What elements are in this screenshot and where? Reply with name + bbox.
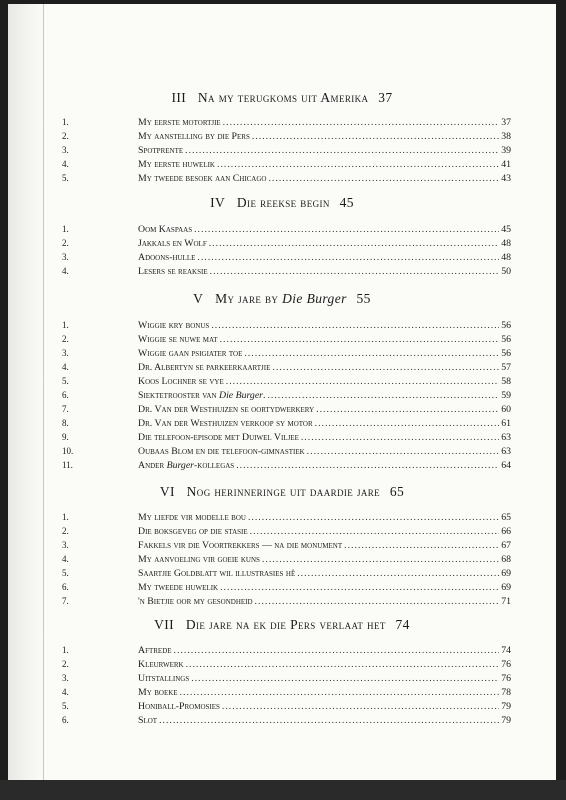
entry-title: Lesers se reaksie (138, 266, 208, 277)
leader-dots (211, 319, 499, 332)
leader-dots (197, 251, 499, 264)
entry-title: My aanstelling by die Pers (138, 131, 250, 142)
toc-entry (62, 686, 511, 699)
entry-page: 56 (501, 334, 511, 345)
entry-title-italic: Die Burger (219, 390, 263, 401)
section-number: III (171, 90, 187, 105)
entry-number: 2. (62, 334, 69, 344)
entry-title-suffix: -kollegas (194, 460, 235, 471)
leader-dots (191, 672, 499, 685)
leader-dots (244, 347, 499, 360)
entry-title-suffix: . (263, 390, 266, 401)
entry-number: 5. (62, 376, 69, 386)
section-page: 65 (389, 484, 405, 499)
entry-number: 7. (62, 596, 69, 606)
toc-entry (62, 417, 511, 430)
leader-dots (159, 714, 499, 727)
entry-title (138, 389, 265, 402)
entry-number: 3. (62, 540, 69, 550)
entry-title: Spotprente (138, 145, 184, 156)
leader-dots (272, 361, 499, 374)
entry-number: 5. (62, 173, 69, 183)
toc-entry (62, 158, 511, 171)
entry-page: 48 (501, 252, 511, 263)
entry-title: My boeke (138, 687, 178, 698)
leader-dots (223, 116, 500, 129)
entry-number: 4. (62, 159, 69, 169)
entry-title-text: Ander (138, 460, 165, 471)
entry-number: 6. (62, 390, 69, 400)
section-page: 37 (378, 90, 393, 105)
entry-title: Slot (138, 715, 158, 726)
entry-page: 59 (501, 390, 511, 401)
leader-dots (315, 417, 500, 430)
entry-title: Wiggie gaan psigiater toe (138, 348, 243, 359)
section-number: IV (210, 195, 226, 210)
toc-entry (62, 644, 511, 657)
toc-entry (62, 375, 511, 388)
entry-number: 2. (62, 238, 69, 248)
entry-page: 56 (501, 320, 511, 331)
leader-dots (222, 700, 499, 713)
entry-title: Kleurwerk (138, 659, 184, 670)
entry-number: 6. (62, 715, 69, 725)
leader-dots (209, 237, 499, 250)
section-heading (8, 291, 556, 307)
entry-page: 58 (501, 376, 511, 387)
leader-dots (174, 644, 500, 657)
toc-entry (62, 459, 511, 472)
entry-number: 3. (62, 145, 69, 155)
entry-title: Oubaas Blom en die telefoon-gimnastiek (138, 446, 305, 457)
entry-number: 1. (62, 512, 69, 522)
entry-page: 78 (501, 687, 511, 698)
entry-number: 1. (62, 645, 69, 655)
entry-page: 67 (501, 540, 511, 551)
toc-entry (62, 672, 511, 685)
section-number: VI (159, 484, 175, 499)
entry-title: Dr. Albertyn se parkeerkaartjie (138, 362, 271, 373)
section-title-italic: Die Burger (282, 291, 347, 306)
toc-entry (62, 319, 511, 332)
leader-dots (250, 525, 500, 538)
entry-page: 65 (501, 512, 511, 523)
entry-page: 38 (501, 131, 511, 142)
leader-dots (194, 223, 499, 236)
toc-entry (62, 172, 511, 185)
entry-title: Die boksgeveg op die stasie (138, 526, 248, 537)
entry-number: 4. (62, 362, 69, 372)
page-fold (43, 4, 44, 780)
section-heading (8, 617, 556, 633)
scan-background (0, 780, 566, 800)
toc-entry (62, 144, 511, 157)
entry-title: Koos Lochner se vye (138, 376, 224, 387)
entry-page: 57 (501, 362, 511, 373)
entry-page: 48 (501, 238, 511, 249)
entry-title: My aanvoeling vir goeie kuns (138, 554, 260, 565)
entry-title-italic: Burger (166, 460, 194, 471)
entry-page: 69 (501, 568, 511, 579)
entry-number: 4. (62, 554, 69, 564)
leader-dots (217, 158, 499, 171)
entry-page: 41 (501, 159, 511, 170)
entry-title: 'n Bietjie oor my gesondheid (138, 596, 253, 607)
entry-page: 69 (501, 582, 511, 593)
entry-number: 5. (62, 568, 69, 578)
entry-number: 10. (62, 446, 74, 456)
entry-title: Oom Kaspaas (138, 224, 193, 235)
section-title: Na my terugkoms uit Amerika (197, 90, 369, 105)
entry-page: 68 (501, 554, 511, 565)
toc-entry (62, 333, 511, 346)
toc-entry (62, 658, 511, 671)
leader-dots (255, 595, 500, 608)
entry-page: 63 (501, 446, 511, 457)
book-page (8, 4, 556, 780)
leader-dots (185, 144, 499, 157)
section-title: Nog herinneringe uit daardie jare (186, 484, 381, 499)
entry-number: 3. (62, 673, 69, 683)
toc-entry (62, 431, 511, 444)
section-title: Die jare na ek die Pers verlaat het (185, 617, 386, 632)
entry-page: 76 (501, 673, 511, 684)
leader-dots (307, 445, 500, 458)
toc-entry (62, 361, 511, 374)
entry-title: Dr. Van der Westhuizen se oortydwerkery (138, 404, 315, 415)
entry-page: 43 (501, 173, 511, 184)
entry-page: 39 (501, 145, 511, 156)
toc-entry (62, 389, 511, 402)
entry-page: 71 (501, 596, 511, 607)
entry-title: Wiggie kry bonus (138, 320, 210, 331)
entry-title: Dr. Van der Westhuizen verkoop sy motor (138, 418, 313, 429)
entry-page: 74 (501, 645, 511, 656)
entry-page: 76 (501, 659, 511, 670)
entry-title (138, 459, 234, 472)
entry-page: 56 (501, 348, 511, 359)
entry-number: 11. (62, 460, 73, 470)
toc-entry (62, 445, 511, 458)
entry-page: 66 (501, 526, 511, 537)
entry-title: My eerste motortjie (138, 117, 221, 128)
leader-dots (226, 375, 499, 388)
entry-page: 61 (501, 418, 511, 429)
entry-title: Die telefoon-episode met Duiwel Viljee (138, 432, 299, 443)
toc-entry (62, 347, 511, 360)
toc-entry (62, 403, 511, 416)
entry-title: Honiball-Promosies (138, 701, 220, 712)
entry-page: 79 (501, 715, 511, 726)
leader-dots (344, 539, 499, 552)
entry-title: Saartjie Goldblatt wil illustrasies hê (138, 568, 296, 579)
entry-title: Adoons-hulle (138, 252, 196, 263)
entry-page: 60 (501, 404, 511, 415)
leader-dots (267, 389, 499, 402)
section-title: Die reekse begin (236, 195, 330, 210)
leader-dots (262, 553, 499, 566)
toc-entry (62, 223, 511, 236)
entry-number: 2. (62, 526, 69, 536)
leader-dots (297, 567, 499, 580)
entry-number: 1. (62, 320, 69, 330)
entry-page: 79 (501, 701, 511, 712)
entry-number: 1. (62, 224, 69, 234)
toc-entry (62, 581, 511, 594)
entry-page: 63 (501, 432, 511, 443)
entry-title-text: Siektetrooster van (138, 390, 217, 401)
leader-dots (248, 511, 499, 524)
entry-page: 37 (501, 117, 511, 128)
entry-title: Jakkals en Wolf (138, 238, 207, 249)
entry-page: 64 (501, 460, 511, 471)
section-page: 74 (395, 617, 410, 632)
section-heading (8, 195, 556, 211)
entry-number: 4. (62, 687, 69, 697)
section-heading (8, 484, 556, 500)
entry-title: Uitstallings (138, 673, 190, 684)
entry-number: 4. (62, 266, 69, 276)
leader-dots (186, 658, 500, 671)
toc-entry (62, 130, 511, 143)
leader-dots (220, 581, 499, 594)
entry-title: My tweede besoek aan Chicago (138, 173, 267, 184)
entry-number: 6. (62, 582, 69, 592)
entry-number: 3. (62, 252, 69, 262)
leader-dots (180, 686, 500, 699)
entry-number: 2. (62, 659, 69, 669)
leader-dots (301, 431, 499, 444)
entry-title: Fakkels vir die Voortrekkers — na die monument (138, 540, 343, 551)
entry-number: 3. (62, 348, 69, 358)
entry-number: 7. (62, 404, 69, 414)
toc-entry (62, 116, 511, 129)
entry-title: Wiggie se nuwe mat (138, 334, 218, 345)
entry-title: My eerste huwelik (138, 159, 215, 170)
section-page: 55 (356, 291, 371, 306)
entry-number: 1. (62, 117, 69, 127)
leader-dots (236, 459, 499, 472)
entry-title: My tweede huwelik (138, 582, 219, 593)
entry-title: Aftrede (138, 645, 172, 656)
toc-entry (62, 251, 511, 264)
toc-entry (62, 595, 511, 608)
entry-page: 50 (501, 266, 511, 277)
leader-dots (316, 403, 499, 416)
section-heading (8, 90, 556, 106)
toc-entry (62, 511, 511, 524)
entry-number: 9. (62, 432, 69, 442)
toc-entry (62, 553, 511, 566)
toc-entry (62, 700, 511, 713)
entry-number: 2. (62, 131, 69, 141)
entry-number: 5. (62, 701, 69, 711)
entry-number: 8. (62, 418, 69, 428)
leader-dots (252, 130, 499, 143)
toc-entry (62, 714, 511, 727)
section-number: VII (154, 617, 175, 632)
leader-dots (220, 333, 500, 346)
toc-entry (62, 265, 511, 278)
toc-entry (62, 237, 511, 250)
section-title: My jare by (215, 291, 279, 306)
leader-dots (268, 172, 499, 185)
entry-title: My liefde vir modelle bou (138, 512, 246, 523)
section-number: V (193, 291, 204, 306)
entry-page: 45 (501, 224, 511, 235)
toc-entry (62, 539, 511, 552)
toc-entry (62, 525, 511, 538)
leader-dots (210, 265, 500, 278)
toc-entry (62, 567, 511, 580)
section-page: 45 (339, 195, 354, 210)
